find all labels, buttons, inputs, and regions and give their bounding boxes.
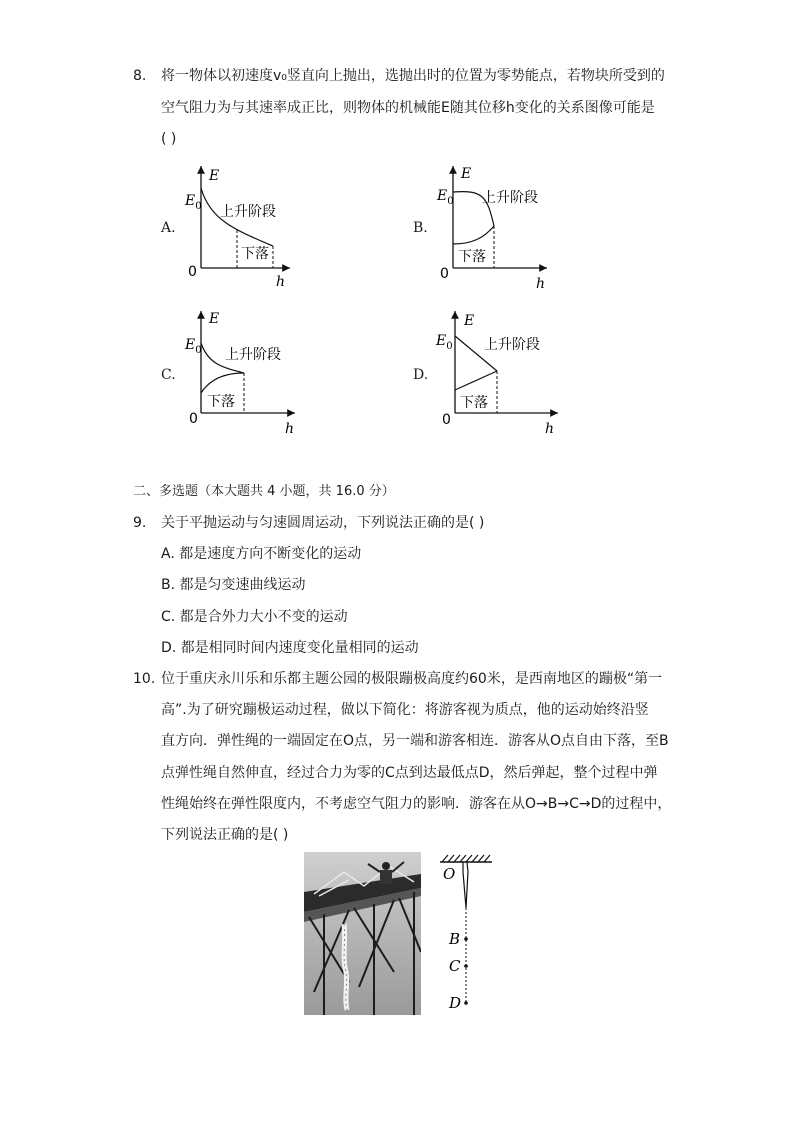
origin-label: 0 [440,266,449,282]
curve-fall [453,226,494,244]
h-axis-label: h [285,421,295,437]
graph-d [434,305,564,440]
q10-line4: 点弹性绳自然伸直，经过合力为零的C点到达最低点D，然后弹起，整个过程中弹 [161,765,658,781]
curve-fall [201,373,244,393]
section-title: 二、多选题（本大题共 4 小题，共 16.0 分） [133,484,395,499]
origin-label: 0 [188,264,197,280]
h-axis-label: h [536,276,546,292]
q10-line1: 位于重庆永川乐和乐都主题公园的极限蹦极高度约60米，是西南地区的蹦极“第一 [161,671,663,687]
q8-option-c-label: C. [161,367,176,383]
q8-stem-line1: 将一物体以初速度v₀竖直向上抛出，选抛出时的位置为零势能点，若物块所受到的 [161,68,665,84]
origin-label: 0 [189,411,198,427]
q9-option-d: D. 都是相同时间内速度变化量相同的运动 [161,640,419,656]
fall-label: 下落 [241,246,269,262]
rise-label: 上升阶段 [484,337,540,353]
q9-number: 9. [133,515,147,531]
q10-line2: 高”.为了研究蹦极运动过程，做以下简化：将游客视为质点，他的运动始终沿竖 [161,702,649,718]
point-b [464,937,468,941]
ceiling-hatch [442,855,490,862]
rise-label: 上升阶段 [482,190,538,206]
q10-line6: 下列说法正确的是( ) [161,827,289,843]
fall-label: 下落 [207,394,235,410]
q8-stem-line2: 空气阻力为与其速率成正比，则物体的机械能E随其位移h变化的关系图像可能是 [161,100,655,116]
q8-number: 8. [133,68,147,84]
graph-a [180,160,310,295]
line-fall [455,371,497,390]
point-c [464,964,468,968]
e-axis-label: E [209,168,220,184]
q8-option-b-label: B. [413,220,428,236]
q10-number: 10. [133,671,156,687]
q8-option-a-label: A. [161,220,176,236]
e0-label: $E_0$ [185,193,202,212]
label-b: B [449,930,461,948]
cord-loop [463,862,468,908]
e0-label: $E_0$ [437,188,454,207]
q9-option-b: B. 都是匀变速曲线运动 [161,577,306,593]
rise-label: 上升阶段 [225,347,281,363]
e-axis-label: E [209,311,220,327]
label-o: O [443,865,456,883]
h-axis-label: h [276,274,286,290]
e-axis-label: E [464,313,475,329]
h-axis-label: h [545,421,555,437]
origin-label: 0 [442,412,451,428]
q10-line3: 直方向．弹性绳的一端固定在O点，另一端和游客相连．游客从O点自由下落，至B [161,733,669,749]
q8-option-d-label: D. [413,367,429,383]
e0-label: $E_0$ [436,333,453,352]
graph-c [180,305,310,440]
rise-label: 上升阶段 [220,204,276,220]
q9-stem: 关于平抛运动与匀速圆周运动，下列说法正确的是( ) [161,515,485,531]
bungee-photo [304,852,421,1015]
q9-option-c: C. 都是合外力大小不变的运动 [161,609,348,625]
q9-option-a: A. 都是速度方向不断变化的运动 [161,546,362,562]
fall-label: 下落 [460,395,488,411]
e-axis-label: E [461,166,472,182]
e0-label: $E_0$ [185,337,202,356]
bungee-diagram [435,850,505,1020]
point-d [464,1001,468,1005]
graph-b [432,160,562,295]
fall-label: 下落 [458,249,486,265]
q10-line5: 性绳始终在弹性限度内，不考虑空气阻力的影响．游客在从O→B→C→D的过程中， [161,796,672,812]
label-d: D [449,994,462,1012]
label-c: C [449,957,461,975]
q8-answer-blank: ( ) [161,131,177,147]
